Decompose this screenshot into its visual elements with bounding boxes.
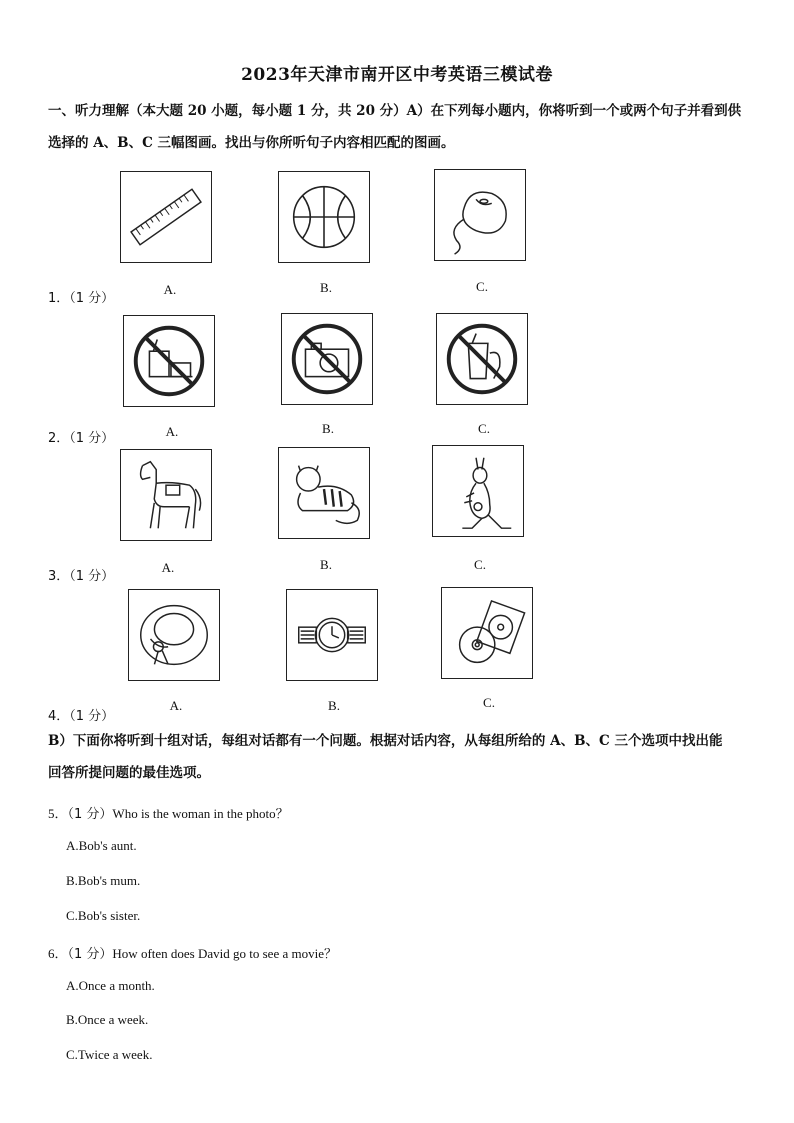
tiger-icon[interactable] [278,447,370,539]
no-food-icon[interactable] [123,315,215,407]
q5-choice-a[interactable]: A.Bob's aunt. [66,838,137,853]
q2-option-c-label: C. [478,421,490,436]
ruler-icon[interactable] [120,171,212,263]
q1-option-a-label: A. [163,282,177,297]
q6-choice-c[interactable]: C.Twice a week. [66,1047,153,1062]
page-title: 2023年天津市南开区中考英语三模试卷 [241,65,553,85]
q1-option-c-label: C. [476,279,488,294]
question-4-number: 4．（1 分） [48,709,115,724]
q5-choice-c[interactable]: C.Bob's sister. [66,908,141,923]
q3-option-c-label: C. [474,557,486,572]
section-b-line1: B）下面你将听到十组对话，每组对话都有一个问题。根据对话内容，从每组所给的 A、B、C 三个选项中找出能 [48,733,723,749]
computer-mouse-icon[interactable] [434,169,526,261]
section1-instructions [48,95,748,159]
section-b-instructions [48,725,748,789]
no-camera-icon[interactable] [281,313,373,405]
horse-icon[interactable] [120,449,212,541]
kangaroo-icon[interactable] [432,445,524,537]
hat-icon[interactable] [128,589,220,681]
question-6-score: （1 分） [67,947,113,962]
section1-line1: 一、听力理解（本大题 20 小题，每小题 1 分，共 20 分）A）在下列每小题内，你将听到一个或两个句子并看到供 [48,103,742,119]
q5-choice-b[interactable]: B.Bob's mum. [66,873,141,888]
q6-choice-a[interactable]: A.Once a month. [66,978,155,993]
q2-option-a-label: A. [165,424,179,439]
question-3-number: 3．（1 分） [48,569,115,584]
q6-choice-b[interactable]: B.Once a week. [66,1012,149,1027]
q3-option-b-label: B. [320,557,332,572]
q3-option-a-label: A. [161,560,175,575]
question-6-text: How often does David go to see a movie？ [112,946,337,961]
q2-option-b-label: B. [322,421,334,436]
cd-icon[interactable] [441,587,533,679]
q4-option-c-label: C. [483,695,495,710]
section1-line2: 选择的 A、B、C 三幅图画。找出与你所听句子内容相匹配的图画。 [48,135,455,151]
q4-option-b-label: B. [328,698,340,713]
question-6-number: 6． [48,946,68,961]
basketball-icon[interactable] [278,171,370,263]
question-5-text: Who is the woman in the photo？ [112,806,289,821]
question-1-number: 1．（1 分） [48,291,115,306]
question-5-number: 5． [48,806,68,821]
watch-icon[interactable] [286,589,378,681]
no-drink-icon[interactable] [436,313,528,405]
question-2-number: 2．（1 分） [48,431,115,446]
question-5-score: （1 分） [67,807,113,822]
section-b-line2: 回答所提问题的最佳选项。 [48,765,210,781]
question-6 [48,943,337,962]
question-5 [48,803,289,822]
q4-option-a-label: A. [169,698,183,713]
q1-option-b-label: B. [320,280,332,295]
